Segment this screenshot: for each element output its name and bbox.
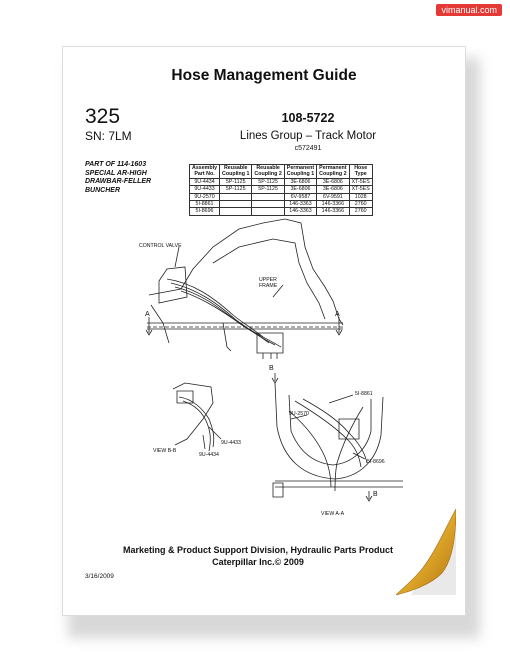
label-hose-4433: 9U-4433 bbox=[221, 440, 241, 446]
section-arrow-a-right bbox=[336, 317, 342, 335]
view-aa-fittings bbox=[339, 419, 359, 439]
view-bb-leader-4434 bbox=[203, 435, 205, 449]
view-aa-base bbox=[275, 481, 403, 487]
table-cell: 5I-8861 bbox=[190, 201, 220, 208]
note-line: DRAWBAR-FELLER bbox=[85, 178, 152, 185]
section-arrow-a-left bbox=[146, 317, 152, 335]
table-cell: 5P-1125 bbox=[252, 186, 284, 193]
view-aa-left-hub bbox=[273, 483, 283, 497]
table-cell: 146-3366 bbox=[317, 201, 349, 208]
table-cell: XT-5ES bbox=[349, 186, 372, 193]
view-bb-leader-4433 bbox=[209, 427, 221, 439]
label-section-a-right: A bbox=[335, 311, 340, 318]
label-control-valve: CONTROL VALVE bbox=[139, 243, 182, 249]
table-cell: 146-3363 bbox=[284, 201, 316, 208]
upper-frame-outline bbox=[149, 219, 343, 325]
table-cell: 5P-1125 bbox=[252, 178, 284, 185]
table-cell: 5I-8696 bbox=[190, 208, 220, 215]
column-header-permanent-1: Permanent Coupling 1 bbox=[284, 165, 316, 179]
note-line: PART OF 114-1603 bbox=[85, 161, 147, 168]
column-header-assembly: Assembly Part No. bbox=[190, 165, 220, 179]
table-cell: 9U-2570 bbox=[190, 193, 220, 200]
table-cell: 6V-9591 bbox=[317, 193, 349, 200]
view-bb-hose-1 bbox=[179, 397, 214, 447]
hose-bundle-2 bbox=[171, 283, 269, 343]
view-aa-hose-2 bbox=[303, 399, 367, 463]
table-cell: 146-3366 bbox=[317, 208, 349, 215]
label-section-b-bottom: B bbox=[373, 491, 378, 498]
table-cell: 5P-1125 bbox=[220, 186, 252, 193]
column-header-reusable-1: Reusable Coupling 1 bbox=[220, 165, 252, 179]
label-hose-2570: 9U-2570 bbox=[289, 411, 309, 417]
table-cell: 9U-4434 bbox=[190, 178, 220, 185]
page-curl-icon bbox=[392, 505, 456, 595]
footer-division: Marketing & Product Support Division, Hydraulic Parts Product bbox=[122, 545, 394, 555]
section-arrow-b-top bbox=[272, 373, 278, 383]
page-title: Hose Management Guide bbox=[171, 67, 357, 84]
table-cell: 5P-1125 bbox=[220, 178, 252, 185]
table-cell: XT-5ES bbox=[349, 178, 372, 185]
group-name: Lines Group – Track Motor bbox=[239, 130, 377, 142]
table-cell: 2760 bbox=[349, 208, 372, 215]
watermark-badge: vimanual.com bbox=[436, 4, 502, 16]
label-view-bb: VIEW B-B bbox=[153, 448, 177, 454]
label-hose-8861: 5I-8861 bbox=[355, 391, 373, 397]
footer-copyright: Caterpillar Inc.© 2009 bbox=[212, 557, 304, 567]
table-cell: 2760 bbox=[349, 201, 372, 208]
hose-bundle-4 bbox=[181, 291, 281, 347]
table-cell: 146-3363 bbox=[284, 208, 316, 215]
document-code: c572491 bbox=[294, 145, 322, 152]
control-valve-body bbox=[159, 267, 187, 303]
print-date: 3/16/2009 bbox=[85, 573, 114, 580]
table-cell: 1028 bbox=[349, 193, 372, 200]
label-section-b-top: B bbox=[269, 365, 274, 372]
view-aa-leader-8861 bbox=[329, 395, 353, 403]
column-header-permanent-2: Permanent Coupling 2 bbox=[317, 165, 349, 179]
table-cell: 3E-6806 bbox=[317, 178, 349, 185]
serial-prefix: SN: 7LM bbox=[85, 129, 132, 143]
label-upper-frame: UPPER FRAME bbox=[259, 277, 278, 289]
table-cell: 3E-6806 bbox=[317, 186, 349, 193]
view-aa-hose-3 bbox=[289, 411, 331, 487]
table-cell: 6V-9587 bbox=[284, 193, 316, 200]
note-line: BUNCHER bbox=[85, 186, 120, 194]
view-bb-hose-2 bbox=[183, 401, 210, 451]
table-cell: 9U-4433 bbox=[190, 186, 220, 193]
track-motor-shape bbox=[151, 305, 231, 351]
label-section-a-left: A bbox=[145, 311, 150, 318]
note-line: SPECIAL AR-HIGH bbox=[85, 169, 147, 177]
label-view-aa: VIEW A-A bbox=[321, 511, 345, 517]
model-number: 325 bbox=[85, 105, 121, 128]
control-valve-leader bbox=[175, 247, 179, 267]
label-hose-4434: 9U-4434 bbox=[199, 452, 219, 458]
column-header-reusable-2: Reusable Coupling 2 bbox=[252, 165, 284, 179]
label-hose-8696: 5I-8696 bbox=[367, 459, 385, 465]
section-arrow-b-bottom bbox=[366, 491, 372, 501]
part-number: 108-5722 bbox=[281, 111, 335, 125]
column-header-hose-type: Hose Type bbox=[349, 165, 372, 179]
table-cell: 3E-6806 bbox=[284, 178, 316, 185]
table-cell: 3E-6806 bbox=[284, 186, 316, 193]
